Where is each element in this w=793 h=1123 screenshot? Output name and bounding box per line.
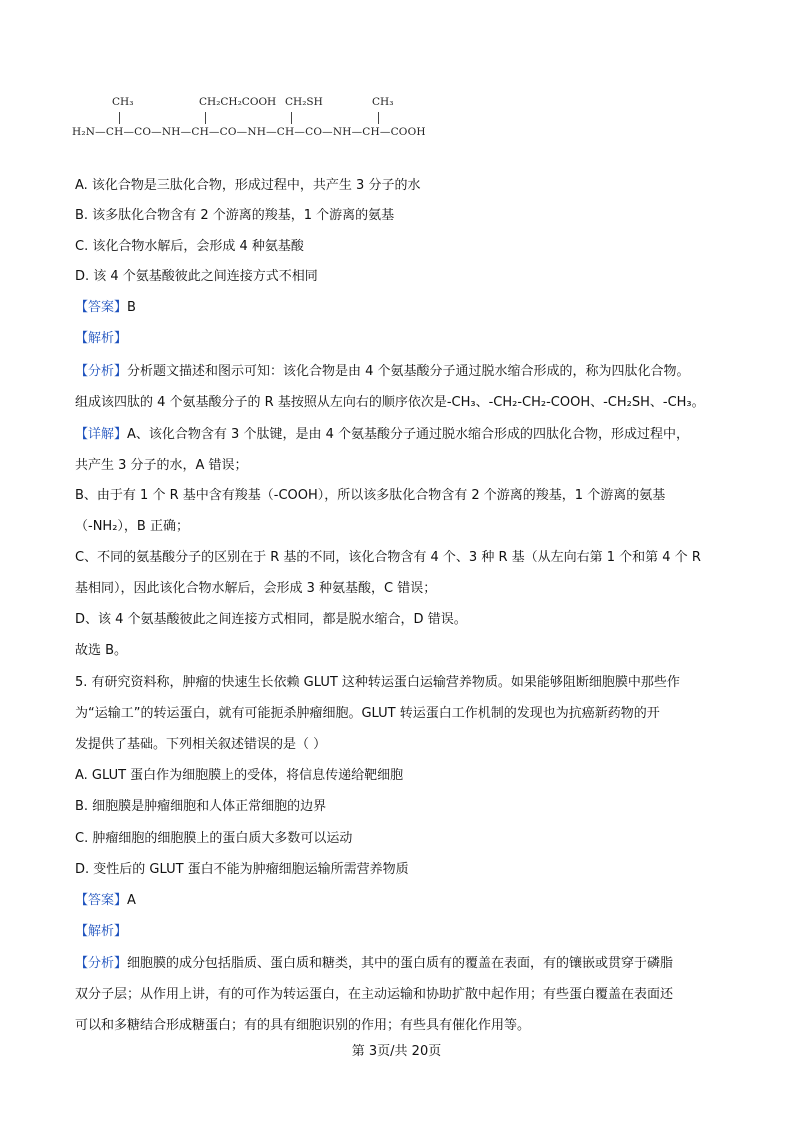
- fenxi-text: 分析题文描述和图示可知：该化合物是由 4 个氨基酸分子通过脱水缩合形成的，称为四肽化合物。: [127, 364, 690, 379]
- r-group-2: CH₂CH₂COOH: [199, 96, 277, 108]
- q4-answer: [75, 299, 136, 317]
- r-group-4: CH₃: [372, 96, 394, 108]
- bond-line: [119, 112, 120, 124]
- q5-analysis-tag: 【解析】: [75, 924, 128, 939]
- peptide-backbone: H₂N—CH—CO—NH—CH—CO—NH—CH—CO—NH—CH—COOH: [72, 126, 426, 138]
- bond-line: [378, 112, 379, 124]
- fenxi-tag: 【分析】: [75, 364, 128, 379]
- q5-option-b: B. 细胞膜是肿瘤细胞和人体正常细胞的边界: [75, 799, 327, 814]
- peptide-structural-formula: [72, 92, 452, 148]
- q4-option-c: C. 该化合物水解后，会形成 4 种氨基酸: [75, 239, 304, 254]
- r-group-1: CH₃: [112, 96, 134, 108]
- fenxi-tag: 【分析】: [75, 956, 128, 971]
- fenxi-text: 细胞膜的成分包括脂质、蛋白质和糖类，其中的蛋白质有的覆盖在表面，有的镶嵌或贯穿于磷脂: [127, 956, 674, 971]
- q5-stem-line3: 发提供了基础。下列相关叙述错误的是（ ）: [75, 737, 327, 752]
- q4-xiangjie-line8: 故选 B。: [75, 643, 128, 658]
- q4-option-a: A. 该化合物是三肽化合物，形成过程中，共产生 3 分子的水: [75, 178, 421, 193]
- q5-stem-line2: 为“运输工”的转运蛋白，就有可能扼杀肿瘤细胞。GLUT 转运蛋白工作机制的发现也为抗癌新药物的开: [75, 706, 660, 721]
- answer-tag: 【答案】: [75, 893, 128, 908]
- q4-option-d: D. 该 4 个氨基酸彼此之间连接方式不相同: [75, 269, 318, 284]
- q5-fenxi-line1: [75, 955, 673, 973]
- q4-xiangjie-line7: D、该 4 个氨基酸彼此之间连接方式相同，都是脱水缩合，D 错误。: [75, 612, 467, 627]
- q5-option-d: D. 变性后的 GLUT 蛋白不能为肿瘤细胞运输所需营养物质: [75, 862, 409, 877]
- q4-xiangjie-line5: C、不同的氨基酸分子的区别在于 R 基的不同，该化合物含有 4 个、3 种 R 基（从左向右第 1 个和第 4 个 R: [75, 550, 701, 565]
- q4-xiangjie-line3: B、由于有 1 个 R 基中含有羧基（-COOH），所以该多肽化合物含有 2 个游离的羧基，1 个游离的氨基: [75, 488, 666, 503]
- q4-fenxi-line2: 组成该四肽的 4 个氨基酸分子的 R 基按照从左向右的顺序依次是-CH₃、-CH₂-CH₂-COOH、-CH₂SH、-CH₃。: [75, 395, 705, 410]
- r-group-3: CH₂SH: [285, 96, 323, 108]
- q4-analysis-tag: 【解析】: [75, 331, 128, 346]
- q5-option-c: C. 肿瘤细胞的细胞膜上的蛋白质大多数可以运动: [75, 831, 353, 846]
- q4-xiangjie-line1: [75, 426, 689, 444]
- q5-answer: [75, 892, 136, 910]
- page-footer: 第 3页/共 20页: [351, 1044, 442, 1059]
- xiangjie-tag: 【详解】: [75, 427, 128, 442]
- answer-value: A: [127, 893, 136, 908]
- bond-line: [205, 112, 206, 124]
- q5-option-a: A. GLUT 蛋白作为细胞膜上的受体，将信息传递给靶细胞: [75, 768, 404, 783]
- q5-stem-line1: 5. 有研究资料称，肿瘤的快速生长依赖 GLUT 这种转运蛋白运输营养物质。如果能够阻断细胞膜中那些作: [75, 675, 680, 690]
- q4-xiangjie-line4: （-NH₂），B 正确；: [75, 519, 189, 534]
- q5-fenxi-line2: 双分子层；从作用上讲，有的可作为转运蛋白，在主动运输和协助扩散中起作用；有些蛋白覆盖在表面还: [75, 987, 674, 1002]
- q4-option-b: B. 该多肽化合物含有 2 个游离的羧基，1 个游离的氨基: [75, 208, 395, 223]
- q4-xiangjie-line2: 共产生 3 分子的水，A 错误；: [75, 458, 248, 473]
- answer-tag: 【答案】: [75, 300, 128, 315]
- xiangjie-text: A、该化合物含有 3 个肽键，是由 4 个氨基酸分子通过脱水缩合形成的四肽化合物，形成过程中，: [127, 427, 689, 442]
- answer-value: B: [127, 300, 136, 315]
- q5-fenxi-line3: 可以和多糖结合形成糖蛋白；有的具有细胞识别的作用；有些具有催化作用等。: [75, 1018, 531, 1033]
- q4-xiangjie-line6: 基相同），因此该化合物水解后，会形成 3 种氨基酸，C 错误；: [75, 581, 437, 596]
- bond-line: [291, 112, 292, 124]
- q4-fenxi-line1: [75, 363, 690, 381]
